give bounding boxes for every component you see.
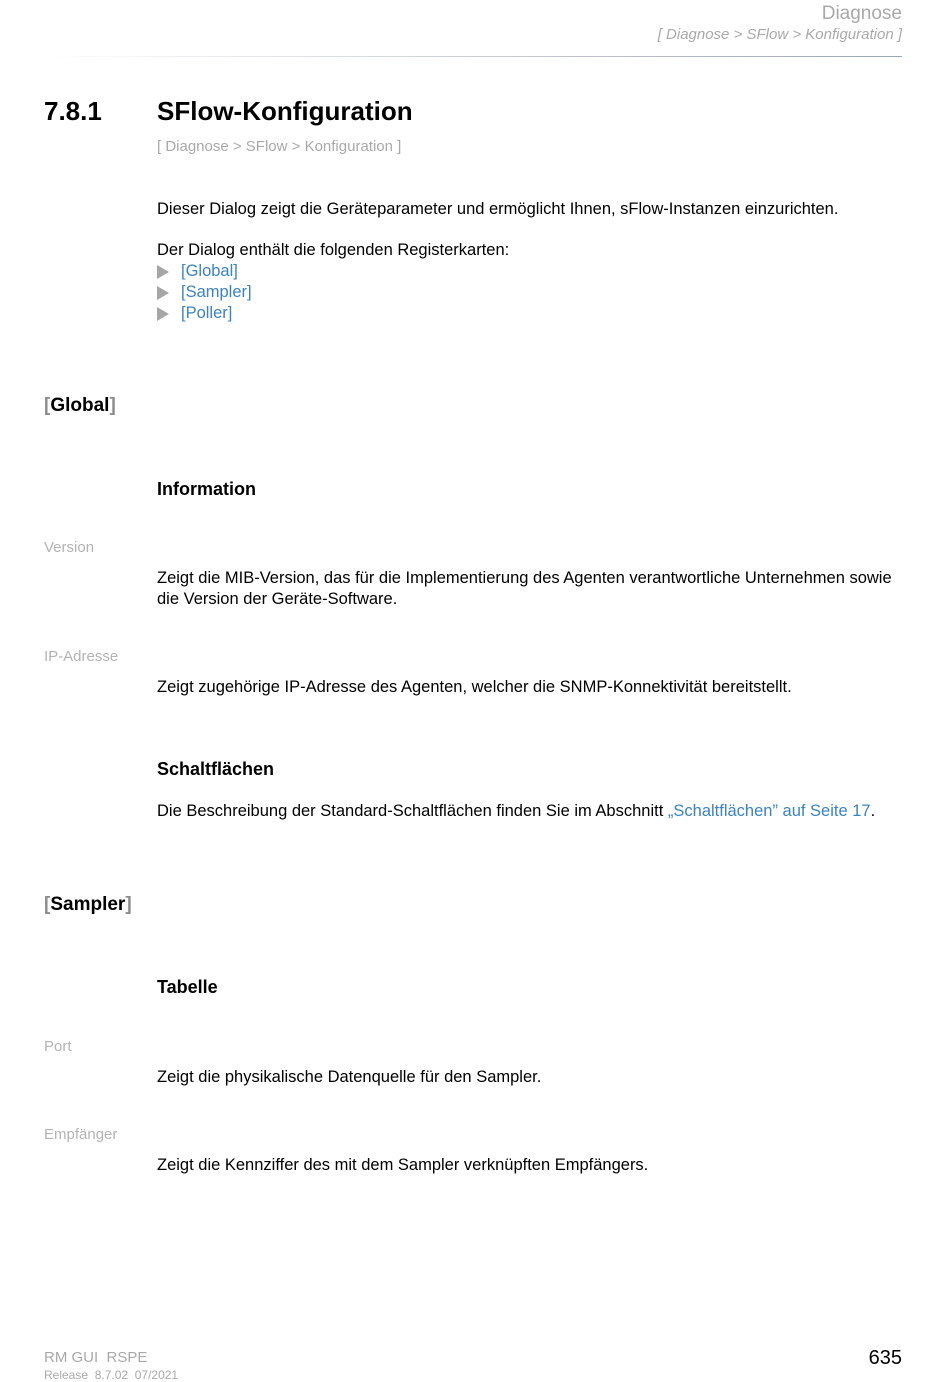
tab-link-label[interactable]: [Global]: [181, 262, 238, 280]
header-divider: [44, 56, 902, 57]
section-title: SFlow-Konfiguration: [157, 96, 413, 126]
buttons-text-end: .: [870, 802, 876, 820]
page-number: 635: [868, 1347, 902, 1369]
param-label-ip-address: IP-Adresse: [44, 648, 119, 665]
footer-release: Release 8.7.02 07/2021: [44, 1368, 179, 1382]
tab-link-label[interactable]: [Sampler]: [181, 283, 252, 301]
param-label-receiver: Empfänger: [44, 1126, 118, 1143]
sampler-section-heading: [44, 894, 132, 916]
triangle-bullet-icon: [157, 286, 169, 300]
bracket-open: [: [44, 395, 51, 416]
tab-link-poller[interactable]: [157, 303, 252, 324]
global-section-heading: [44, 395, 116, 417]
global-section-name: Global: [50, 395, 110, 416]
running-header-title: Diagnose: [821, 3, 902, 24]
table-heading: Tabelle: [157, 977, 218, 997]
intro-paragraph: Dieser Dialog zeigt die Geräteparameter und ermöglicht Ihnen, sFlow-Instanzen einzurichten.: [157, 200, 839, 218]
bracket-close: ]: [109, 395, 116, 416]
tab-link-label[interactable]: [Poller]: [181, 304, 233, 322]
footer-doc-name: RM GUI RSPE: [44, 1349, 148, 1366]
running-header-path: [ Diagnose > SFlow > Konfiguration ]: [657, 26, 902, 43]
buttons-heading: Schaltflächen: [157, 759, 275, 779]
bracket-open: [: [44, 894, 51, 915]
param-desc-port: Zeigt die physikalische Datenquelle für den Sampler.: [157, 1068, 542, 1086]
tab-link-global[interactable]: [157, 261, 252, 282]
param-desc-ip-address: Zeigt zugehörige IP-Adresse des Agenten, welcher die SNMP-Konnektivität bereitstellt.: [157, 678, 792, 696]
triangle-bullet-icon: [157, 307, 169, 321]
tabs-list: [157, 261, 252, 324]
information-heading: Information: [157, 479, 256, 499]
param-label-port: Port: [44, 1038, 72, 1055]
tabs-intro: Der Dialog enthält die folgenden Registerkarten:: [157, 241, 510, 259]
sampler-section-name: Sampler: [50, 894, 126, 915]
bracket-close: ]: [125, 894, 132, 915]
param-label-version: Version: [44, 539, 95, 556]
buttons-paragraph: [157, 801, 917, 822]
triangle-bullet-icon: [157, 265, 169, 279]
buttons-page-link[interactable]: „Schaltflächen” auf Seite 17: [667, 802, 871, 820]
buttons-text: Die Beschreibung der Standard-Schaltflächen finden Sie im Abschnitt: [157, 802, 668, 820]
tab-link-sampler[interactable]: [157, 282, 252, 303]
param-desc-version: Zeigt die MIB-Version, das für die Implementierung des Agenten verantwortliche Unternehmen sowie die Version der Geräte-Software.: [157, 569, 892, 608]
param-desc-receiver: Zeigt die Kennziffer des mit dem Sampler verknüpften Empfängers.: [157, 1156, 649, 1174]
section-number: 7.8.1: [44, 96, 102, 126]
section-menu-path: [ Diagnose > SFlow > Konfiguration ]: [157, 138, 402, 155]
